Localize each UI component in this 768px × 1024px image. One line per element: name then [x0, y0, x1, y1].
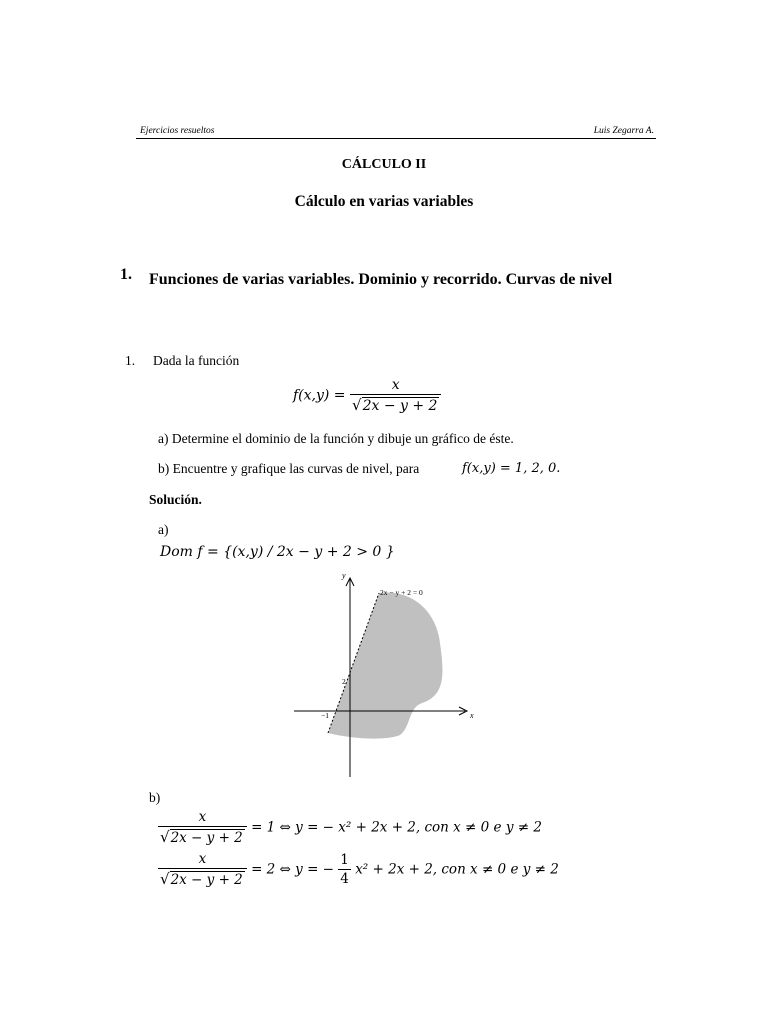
- level-curve-2: [158, 851, 559, 888]
- problem-number: 1.: [125, 353, 136, 368]
- x-axis-label: x: [470, 711, 474, 720]
- eq1-numerator: x: [198, 809, 207, 825]
- part-a-text: a) Determine el dominio de la función y dibuje un gráfico de éste.: [158, 431, 514, 446]
- domain-expression: Dom f = {(x,y) / 2x − y + 2 > 0 }: [160, 544, 395, 560]
- eq2-denominator: 2x − y + 2: [170, 872, 243, 888]
- y-tick-label: 2: [342, 677, 346, 686]
- section-title: Funciones de varias variables. Dominio y recorrido. Curvas de nivel: [149, 271, 613, 288]
- function-numerator: x: [391, 377, 400, 393]
- function-denominator: 2x − y + 2: [362, 398, 438, 414]
- sqrt-icon: √: [160, 828, 170, 846]
- eq1-denominator: 2x − y + 2: [170, 830, 243, 846]
- part-b-math: f(x,y) = 1, 2, 0.: [462, 461, 561, 476]
- eq2-rhs-pre: = 2 ⇔ y = −: [251, 861, 334, 878]
- function-lhs: f(x,y) =: [293, 387, 346, 404]
- eq2-numerator: x: [198, 851, 207, 867]
- eq2-coef-num: 1: [340, 852, 349, 868]
- header-right: Luis Zegarra A.: [593, 126, 654, 136]
- function-definition: [293, 377, 441, 414]
- section-number: 1.: [120, 266, 132, 283]
- subject-title: Cálculo en varias variables: [294, 193, 474, 210]
- y-axis-label: y: [342, 571, 346, 580]
- sqrt-icon: √: [160, 870, 170, 888]
- domain-region: [328, 592, 442, 738]
- eq2-coef-den: 4: [340, 871, 349, 887]
- eq2-rhs-post: x² + 2x + 2, con x ≠ 0 e y ≠ 2: [355, 861, 559, 878]
- level-curve-1: [158, 809, 542, 846]
- solution-a-label: a): [158, 522, 169, 537]
- boundary-line-label: 2x − y + 2 = 0: [380, 588, 423, 597]
- course-title: CÁLCULO II: [341, 157, 427, 172]
- header-left: Ejercicios resueltos: [140, 126, 215, 136]
- eq1-rhs: = 1 ⇔ y = − x² + 2x + 2, con x ≠ 0 e y ≠ 2: [251, 819, 542, 836]
- solution-b-label: b): [149, 790, 161, 805]
- sqrt-icon: √: [352, 396, 362, 414]
- part-b-text: b) Encuentre y grafique las curvas de nivel, para: [158, 461, 420, 476]
- page-header: [136, 126, 656, 139]
- function-fraction: [350, 377, 441, 414]
- x-tick-label: −1: [321, 711, 329, 720]
- domain-graph: [290, 565, 490, 780]
- problem-intro: Dada la función: [153, 353, 240, 368]
- solution-label: Solución.: [149, 492, 202, 507]
